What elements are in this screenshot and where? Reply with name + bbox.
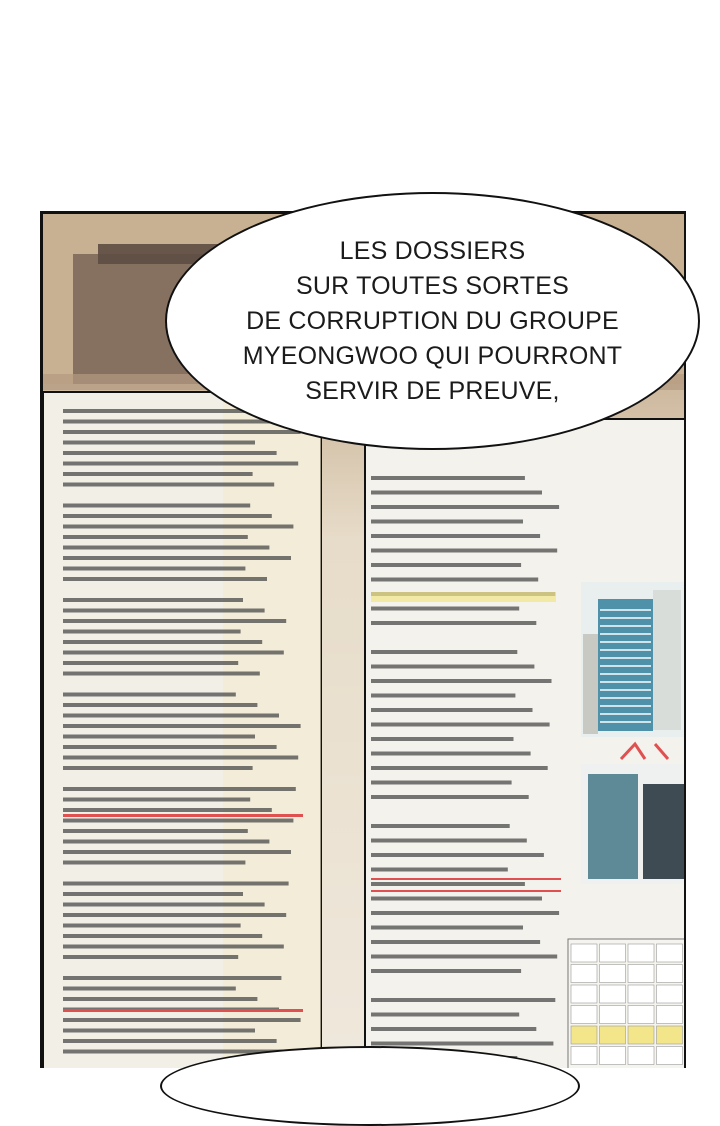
text-line [371, 882, 525, 886]
table-cell [657, 985, 683, 1003]
table-cell [657, 1026, 683, 1044]
text-line [371, 940, 540, 944]
bubble-line: LES DOSSIERS [339, 236, 526, 265]
right-red-underline-2 [371, 890, 561, 892]
text-line [371, 824, 510, 828]
table-cell [600, 1006, 626, 1024]
text-line [371, 520, 523, 524]
text-line [371, 708, 533, 712]
text-line [371, 911, 559, 915]
text-line [63, 535, 248, 539]
window-row [600, 673, 651, 675]
text-line [63, 546, 269, 550]
left-document-glow [223, 392, 321, 1068]
text-line [371, 1013, 519, 1017]
text-line [63, 714, 279, 718]
text-line [371, 650, 517, 654]
building-photo-icon [581, 582, 686, 884]
text-line [371, 926, 523, 930]
table-cell [657, 1006, 683, 1024]
table-cell [571, 985, 597, 1003]
table-cell [571, 944, 597, 962]
window-row [600, 721, 651, 723]
window-row [600, 705, 651, 707]
right-document [365, 419, 686, 1068]
text-line [371, 795, 529, 799]
table-cell [571, 965, 597, 983]
text-line [63, 850, 291, 854]
table-cell [628, 944, 654, 962]
text-line [63, 903, 265, 907]
text-line [63, 451, 277, 455]
data-table-graphic [568, 939, 686, 1068]
text-line [63, 483, 274, 487]
table-cell [657, 1047, 683, 1065]
text-line [63, 787, 296, 791]
text-line [371, 607, 519, 611]
text-line [371, 491, 542, 495]
text-line [63, 945, 284, 949]
text-line [63, 630, 241, 634]
table-cell [628, 1006, 654, 1024]
table-cell [600, 944, 626, 962]
bubble-line: SERVIR DE PREUVE, [305, 376, 560, 405]
text-line [371, 1042, 553, 1046]
table-cell [600, 965, 626, 983]
text-line [63, 430, 301, 434]
tower-windows [600, 609, 651, 723]
tower-2 [588, 774, 638, 879]
text-line [371, 781, 512, 785]
text-line [371, 853, 544, 857]
left-red-underline [63, 814, 303, 817]
text-line [63, 441, 255, 445]
text-line [371, 868, 508, 872]
text-line [63, 1018, 301, 1022]
text-line [371, 723, 550, 727]
text-line [371, 549, 557, 553]
bubble-line: SUR TOUTES SORTES [296, 271, 569, 300]
text-line [63, 420, 279, 424]
text-line [63, 472, 253, 476]
text-line [371, 998, 555, 1002]
table-cell [628, 965, 654, 983]
text-line [371, 897, 542, 901]
text-line [63, 766, 253, 770]
right-red-underline-1 [371, 878, 561, 880]
text-line [63, 577, 267, 581]
text-line [63, 997, 257, 1001]
text-line [63, 525, 293, 529]
text-line [63, 409, 257, 413]
window-row [600, 713, 651, 715]
text-line [371, 955, 557, 959]
text-line [63, 619, 286, 623]
table-cell [657, 965, 683, 983]
window-row [600, 617, 651, 619]
text-line [63, 651, 284, 655]
text-line [63, 735, 255, 739]
text-line [63, 598, 243, 602]
left-document [43, 392, 321, 1068]
text-line [371, 578, 538, 582]
text-line [371, 752, 531, 756]
text-line [371, 737, 514, 741]
text-line [63, 504, 250, 508]
bubble-line: MYEONGWOO QUI POURRONT [242, 341, 623, 370]
window-row [600, 609, 651, 611]
text-line [63, 567, 245, 571]
text-line [371, 534, 540, 538]
window-row [600, 649, 651, 651]
left-red-underline-2 [63, 1009, 303, 1012]
text-line [63, 892, 243, 896]
speech-bubble-text [243, 234, 622, 409]
text-line [63, 756, 298, 760]
side-building [653, 590, 681, 730]
text-line [63, 840, 269, 844]
text-line [371, 476, 525, 480]
text-line [63, 955, 238, 959]
text-line [371, 621, 536, 625]
text-line [371, 665, 534, 669]
table-cell [571, 1006, 597, 1024]
text-line [63, 798, 250, 802]
text-line [371, 1027, 536, 1031]
small-building [583, 634, 598, 734]
table-cell [628, 1026, 654, 1044]
right-yellow-highlight [371, 592, 556, 602]
window-row [600, 697, 651, 699]
speech-bubble-partial [160, 1046, 580, 1126]
text-line [63, 693, 236, 697]
text-line [371, 766, 548, 770]
text-line [63, 1029, 255, 1033]
text-line [371, 679, 552, 683]
table-cell [600, 985, 626, 1003]
text-line [63, 808, 272, 812]
text-line [63, 745, 277, 749]
text-line [63, 462, 298, 466]
window-row [600, 657, 651, 659]
text-line [371, 969, 521, 973]
text-line [63, 640, 262, 644]
table-cell [628, 1047, 654, 1065]
window-row [600, 689, 651, 691]
bubble-line: DE CORRUPTION DU GROUPE [246, 306, 619, 335]
text-line [371, 839, 527, 843]
window-row [600, 665, 651, 667]
window-row [600, 681, 651, 683]
text-line [63, 724, 301, 728]
text-line [63, 976, 281, 980]
text-line [63, 1039, 277, 1043]
text-line [63, 672, 260, 676]
text-line [63, 882, 289, 886]
text-line [63, 987, 236, 991]
text-line [63, 924, 241, 928]
table-cell [657, 944, 683, 962]
text-line [63, 556, 291, 560]
text-line [371, 694, 515, 698]
window-row [600, 625, 651, 627]
text-line [63, 609, 265, 613]
text-line [63, 913, 286, 917]
window-row [600, 633, 651, 635]
text-line [63, 934, 262, 938]
text-line [63, 829, 248, 833]
table-cell [571, 1026, 597, 1044]
text-line [63, 861, 245, 865]
text-line [63, 661, 238, 665]
text-line [371, 563, 521, 567]
text-line [63, 514, 272, 518]
window-row [600, 641, 651, 643]
speech-bubble [165, 192, 700, 450]
table-cell [571, 1047, 597, 1065]
table-cell [628, 985, 654, 1003]
table-cell [600, 1026, 626, 1044]
tower-3 [643, 784, 686, 879]
table-cell [600, 1047, 626, 1065]
text-line [63, 819, 293, 823]
text-line [63, 703, 257, 707]
text-line [371, 505, 559, 509]
